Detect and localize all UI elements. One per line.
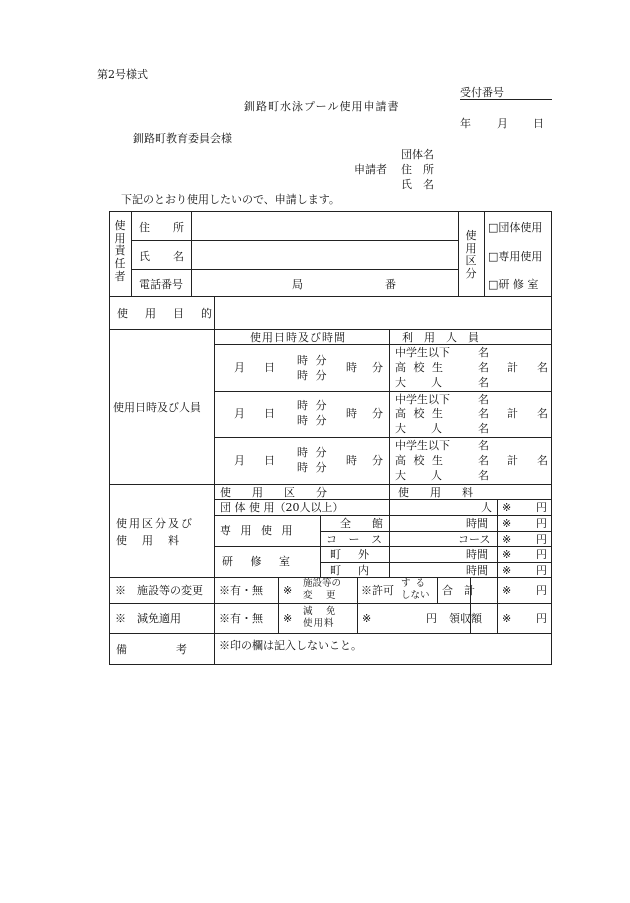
- applicant-group-name: 団体名: [401, 148, 434, 161]
- schedule-row1-junior: 中学生以下: [395, 346, 450, 359]
- schedule-row2-total: 計: [507, 407, 518, 420]
- schedule-row1-junior-unit: 名: [478, 346, 489, 359]
- schedule-row1-adult-unit: 名: [478, 376, 489, 389]
- schedule-row2-high: 高 校 生: [395, 407, 445, 420]
- responsible-address-label: 住 所: [139, 221, 190, 234]
- exemption-yes-no: ※有・無: [219, 612, 263, 625]
- permit-label: ※許可: [361, 584, 394, 597]
- checkbox-group-use[interactable]: □団体使用: [488, 221, 543, 234]
- schedule-row2-adult: 大 人: [395, 422, 443, 435]
- fee-group-yen: 円: [536, 501, 547, 514]
- checkbox-exclusive-use[interactable]: □専用使用: [488, 250, 543, 263]
- fee-group-use: 団 体 使 用（20人以上）: [220, 501, 344, 514]
- fee-outside-yen: 円: [536, 548, 547, 561]
- total-yen: 円: [536, 584, 547, 597]
- date-day: 日: [533, 117, 544, 130]
- schedule-row1-high-unit: 名: [478, 361, 489, 374]
- fee-zenkan: 全 館: [340, 517, 388, 530]
- fee-zenkan-mark: ※: [502, 517, 512, 530]
- responsible-person-label: 使 用 責 任 者: [114, 219, 126, 283]
- addressee: 釧路町教育委員会様: [133, 132, 232, 145]
- schedule-row3-adult: 大 人: [395, 469, 443, 482]
- schedule-row3-high: 高 校 生: [395, 454, 445, 467]
- date-year: 年: [460, 117, 471, 130]
- facility-change-text2: 変 更: [303, 590, 338, 601]
- responsible-phone-label: 電話番号: [139, 278, 183, 291]
- fee-inside-town: 町 内: [330, 564, 372, 577]
- schedule-row1-adult: 大 人: [395, 376, 443, 389]
- schedule-row3-total: 計: [507, 454, 518, 467]
- fee-exclusive: 専 用 使 用: [220, 524, 296, 537]
- exemption-label: ※ 減免適用: [115, 612, 181, 625]
- receipt-number-underline: [460, 99, 552, 100]
- fee-training: 研 修 室: [222, 555, 297, 568]
- facility-change-text1: 施設等の: [303, 578, 342, 589]
- schedule-row3-adult-unit: 名: [478, 469, 489, 482]
- fee-outside-mark: ※: [502, 548, 512, 561]
- reduced-fee-text2: 使用料: [303, 618, 335, 629]
- fee-group-unit: 人: [481, 501, 492, 514]
- schedule-row2-duration: 時 分: [346, 407, 385, 420]
- schedule-row3-junior-unit: 名: [478, 439, 489, 452]
- fee-course-yen: 円: [536, 533, 547, 546]
- reduced-fee-mark: ※: [362, 612, 372, 625]
- total-mark: ※: [502, 584, 512, 597]
- fee-course-unit: コース: [458, 533, 491, 546]
- applicant-label: 申請者: [354, 163, 387, 176]
- schedule-row3-total-unit: 名: [537, 454, 548, 467]
- schedule-row2-end: 時 分: [297, 414, 329, 427]
- form-number: 第2号様式: [97, 68, 148, 81]
- schedule-row3-end: 時 分: [297, 461, 329, 474]
- exemption-mark: ※: [283, 612, 293, 625]
- fees-label-line1: 使用区分及び: [116, 517, 194, 530]
- remarks-label: 備 考: [116, 643, 191, 656]
- schedule-row2-total-unit: 名: [537, 407, 548, 420]
- schedule-row2-junior-unit: 名: [478, 393, 489, 406]
- date-month: 月: [497, 117, 508, 130]
- phone-ban: 番: [385, 278, 396, 291]
- schedule-row3-monthday: 月 日: [234, 454, 279, 467]
- form-title: 釧路町水泳プール使用申請書: [244, 100, 400, 113]
- schedule-row1-total: 計: [507, 361, 518, 374]
- fee-inside-unit: 時間: [466, 564, 488, 577]
- schedule-datetime-header: 使用日時及び時間: [250, 331, 346, 344]
- fee-outside-town: 町 外: [330, 548, 372, 561]
- permit-suru: す る: [401, 578, 427, 589]
- permit-shinai: しない: [401, 590, 430, 601]
- fee-course: コ ー ス: [326, 533, 386, 546]
- fee-zenkan-yen: 円: [536, 517, 547, 530]
- purpose-label: 使 用 目 的: [117, 307, 215, 320]
- checkbox-training-room[interactable]: □研 修 室: [488, 278, 539, 291]
- schedule-row1-duration: 時 分: [346, 361, 385, 374]
- receipt-number-label: 受付番号: [460, 86, 504, 99]
- schedule-row2-monthday: 月 日: [234, 407, 279, 420]
- applicant-address: 住 所: [401, 163, 434, 176]
- fee-outside-unit: 時間: [466, 548, 488, 561]
- schedule-row1-end: 時 分: [297, 369, 329, 382]
- received-mark: ※: [502, 612, 512, 625]
- schedule-label: 使用日時及び人員: [113, 401, 201, 414]
- fees-type-header: 使 用 区 分: [220, 486, 332, 499]
- fee-zenkan-unit: 時間: [466, 517, 488, 530]
- fee-inside-yen: 円: [536, 564, 547, 577]
- fees-amount-header: 使 用 料: [398, 486, 478, 499]
- reduced-fee-text1: 減 免: [303, 606, 338, 617]
- responsible-name-label: 氏 名: [139, 250, 190, 263]
- intro-text: 下記のとおり使用したいので、申請します。: [121, 193, 340, 206]
- facility-change-label: ※ 施設等の変更: [115, 584, 203, 597]
- schedule-row3-duration: 時 分: [346, 454, 385, 467]
- schedule-row3-high-unit: 名: [478, 454, 489, 467]
- schedule-people-header: 利 用 人 員: [402, 331, 479, 344]
- reduced-fee-yen: 円: [426, 612, 437, 625]
- schedule-row3-junior: 中学生以下: [395, 439, 450, 452]
- remarks-note: ※印の欄は記入しないこと。: [219, 639, 362, 652]
- schedule-row2-start: 時 分: [297, 399, 329, 412]
- applicant-name: 氏 名: [401, 178, 434, 191]
- schedule-row2-junior: 中学生以下: [395, 393, 450, 406]
- schedule-row1-monthday: 月 日: [234, 361, 279, 374]
- fee-group-mark: ※: [502, 501, 512, 514]
- schedule-row2-high-unit: 名: [478, 407, 489, 420]
- schedule-row1-start: 時 分: [297, 354, 329, 367]
- fees-label-line2: 使 用 料: [116, 534, 181, 547]
- phone-kyoku: 局: [292, 278, 303, 291]
- received-label: 領収額: [449, 612, 482, 625]
- facility-change-mark: ※: [283, 584, 293, 597]
- fee-course-mark: ※: [502, 533, 512, 546]
- fee-inside-mark: ※: [502, 564, 512, 577]
- total-label: 合 計: [442, 584, 475, 597]
- schedule-row2-adult-unit: 名: [478, 422, 489, 435]
- facility-change-yes-no: ※有・無: [219, 584, 263, 597]
- schedule-row1-total-unit: 名: [537, 361, 548, 374]
- schedule-row3-start: 時 分: [297, 446, 329, 459]
- usage-type-label: 使 用 区 分: [465, 229, 477, 280]
- schedule-row1-high: 高 校 生: [395, 361, 445, 374]
- received-yen: 円: [536, 612, 547, 625]
